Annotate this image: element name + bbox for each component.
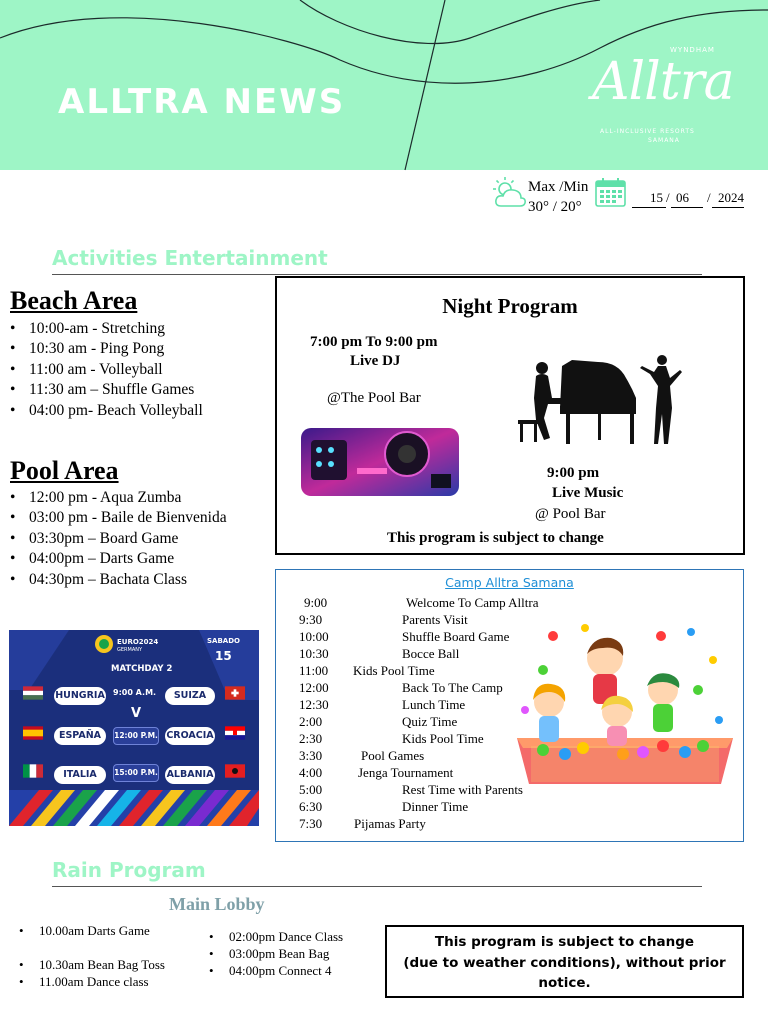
beach-list	[10, 319, 203, 421]
camp-row-time: 11:00	[299, 663, 329, 678]
logo-line2: SAMANA	[648, 137, 680, 144]
list-item: • 10:00-am - Stretching	[10, 319, 203, 339]
notice-line: (due to weather conditions), without prior	[403, 954, 726, 971]
min-temp: 20°	[560, 199, 582, 215]
spain-flag	[23, 726, 43, 740]
logo-line1: ALL-INCLUSIVE RESORTS	[600, 128, 695, 135]
camp-row-activity: Back To The Camp	[402, 680, 503, 695]
list-item: • 11:00 am - Volleyball	[10, 360, 203, 380]
rain-rule	[52, 886, 702, 887]
night-event1-place: @The Pool Bar	[327, 390, 421, 406]
date-month: 06	[676, 190, 689, 205]
camp-row-time: 4:00	[299, 765, 323, 780]
hungary-flag	[23, 686, 43, 700]
pool-list	[10, 488, 227, 590]
camp-row-activity: Quiz Time	[402, 714, 458, 729]
piano-singer-silhouette	[512, 348, 712, 448]
camp-row-activity: Dinner Time	[402, 799, 469, 814]
camp-row-time: 2:00	[299, 714, 323, 729]
camp-row-activity: Parents Visit	[402, 612, 468, 627]
rain-heading: Rain Program	[52, 858, 206, 882]
alltra-logo	[590, 46, 734, 146]
match-time: 15:00 P.M.	[113, 764, 159, 782]
camp-title: Camp Alltra Samana	[445, 575, 574, 590]
croatia-flag	[225, 726, 245, 740]
rain-list-col2	[209, 928, 343, 979]
camp-row-activity: Welcome To Camp Alltra	[406, 595, 539, 610]
list-item: • 12:00 pm - Aqua Zumba	[10, 488, 227, 508]
rain-list-col1	[19, 922, 150, 939]
list-item: • 03:00 pm - Baile de Bienvenida	[10, 508, 227, 528]
camp-row-time: 5:00	[299, 782, 323, 797]
dj-mixer-image	[301, 428, 459, 496]
max-temp: 30°	[528, 199, 549, 215]
camp-row-activity: Jenga Tournament	[358, 765, 454, 780]
camp-row-time: 2:30	[299, 731, 323, 746]
rain-notice-box	[385, 925, 744, 998]
calendar-icon	[594, 176, 628, 208]
camp-row-time: 9:30	[299, 612, 323, 627]
camp-row-activity: Lunch Time	[402, 697, 466, 712]
camp-row-activity: Kids Pool Time	[402, 731, 484, 746]
date-month-line	[671, 207, 703, 208]
list-item: • 11:30 am – Shuffle Games	[10, 380, 203, 400]
camp-row-time: 7:30	[299, 816, 323, 831]
rain-list-col1b	[19, 956, 165, 990]
header-banner	[0, 0, 768, 170]
day-number: 15	[215, 649, 232, 663]
camp-row-activity: Bocce Ball	[402, 646, 460, 661]
partly-cloudy-icon	[492, 176, 528, 210]
italy-flag	[23, 764, 43, 778]
weather-values	[528, 198, 582, 216]
matchday-label: MATCHDAY 2	[111, 664, 173, 674]
night-event2-name: Live Music	[552, 485, 624, 501]
logo-name: Alltra	[592, 52, 734, 112]
euro-logo-sub: GERMANY	[117, 647, 143, 653]
date-day-line	[632, 207, 666, 208]
camp-row-time: 10:30	[299, 646, 329, 661]
notice-line: This program is subject to change	[434, 934, 695, 950]
beach-area-title: Beach Area	[10, 286, 138, 315]
team-home: ESPAÑA	[54, 727, 106, 745]
activities-heading: Activities Entertainment	[52, 246, 328, 270]
list-item: • 10.00am Darts Game	[19, 922, 150, 939]
night-event1-time: 7:00 pm To 9:00 pm	[310, 334, 438, 350]
notice-line: notice.	[538, 975, 591, 991]
logo-brand: WYNDHAM	[670, 46, 715, 54]
team-home: HUNGRIA	[54, 687, 106, 705]
camp-row-activity: Kids Pool Time	[353, 663, 435, 678]
camp-row-time: 12:30	[299, 697, 329, 712]
switzerland-flag	[225, 686, 245, 700]
date-sep-1: /	[666, 190, 670, 205]
kids-ball-pit-image	[513, 620, 735, 788]
night-event2-place: @ Pool Bar	[535, 506, 606, 522]
camp-row-time: 10:00	[299, 629, 329, 644]
list-item: • 04:00pm Connect 4	[209, 962, 343, 979]
team-away: SUIZA	[165, 687, 215, 705]
list-item: • 04:00pm – Darts Game	[10, 549, 227, 569]
weather-label: Max /Min	[528, 179, 589, 195]
page-title: ALLTRA NEWS	[58, 82, 346, 122]
camp-row-time: 3:30	[299, 748, 323, 763]
camp-row-time: 9:00	[304, 595, 328, 610]
list-item: • 03:30pm – Board Game	[10, 529, 227, 549]
list-item: • 10.30am Bean Bag Toss	[19, 956, 165, 973]
night-program-box	[275, 276, 745, 555]
albania-flag	[225, 764, 245, 778]
camp-row-time: 12:00	[299, 680, 329, 695]
camp-row-activity: Shuffle Board Game	[402, 629, 510, 644]
euro-logo-text: EURO2024	[117, 638, 159, 646]
team-home: ITALIA	[54, 766, 106, 784]
list-item: • 11.00am Dance class	[19, 973, 165, 990]
camp-row-activity: Rest Time with Parents	[402, 782, 523, 797]
camp-row-activity: Pool Games	[361, 748, 425, 763]
camp-alltra-box	[275, 569, 744, 842]
date-day: 15	[650, 190, 663, 205]
match-time: 12:00 P.M.	[113, 727, 159, 745]
team-away: ALBANIA	[165, 766, 215, 784]
night-program-title: Night Program	[442, 294, 578, 318]
euro2024-matchday-graphic	[9, 630, 259, 826]
list-item: • 02:00pm Dance Class	[209, 928, 343, 945]
camp-row-time: 6:30	[299, 799, 323, 814]
match-time: 9:00 A.M.	[113, 688, 157, 697]
activities-rule	[52, 274, 702, 275]
date-year: 2024	[718, 190, 744, 205]
versus-label: V	[131, 706, 142, 721]
day-label: SABADO	[207, 637, 240, 645]
date-sep-2: /	[707, 190, 711, 205]
temp-sep: /	[552, 199, 557, 215]
rain-subheading: Main Lobby	[169, 894, 265, 914]
list-item: • 04:00 pm- Beach Volleyball	[10, 401, 203, 421]
night-note: This program is subject to change	[387, 530, 604, 546]
night-event2-time: 9:00 pm	[547, 465, 600, 481]
camp-row-activity: Pijamas Party	[354, 816, 426, 831]
team-away: CROACIA	[165, 727, 215, 745]
date-year-line	[712, 207, 744, 208]
night-event1-name: Live DJ	[350, 353, 401, 369]
list-item: • 10:30 am - Ping Pong	[10, 339, 203, 359]
list-item: • 04:30pm – Bachata Class	[10, 570, 227, 590]
pool-area-title: Pool Area	[10, 456, 119, 485]
list-item: • 03:00pm Bean Bag	[209, 945, 343, 962]
